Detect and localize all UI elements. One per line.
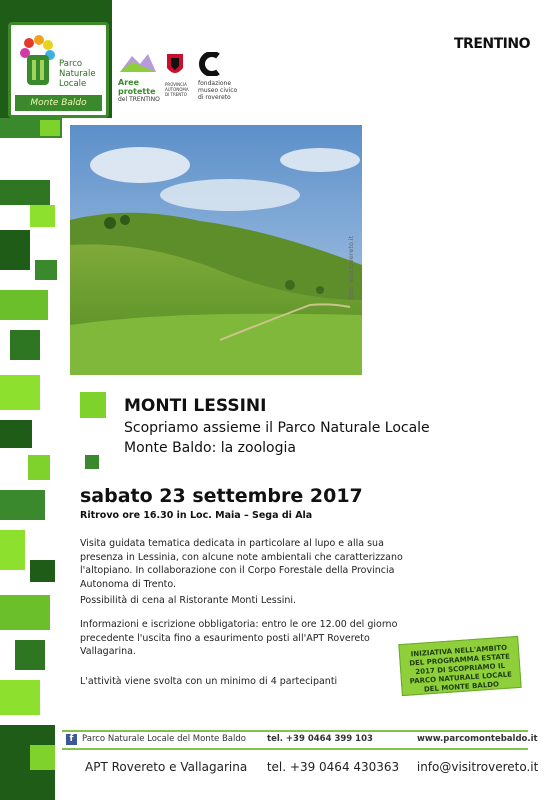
event-description: Visita guidata tematica dedicata in particolare al lupo e alla sua presenza in Lessinia, con alcune note ambientali che caratterizzano l'altopiano. In collaborazione con il Corpo Forestale della Provincia Autonoma di Trento. (80, 538, 403, 590)
minimum-participants: L'attività viene svolta con un minimo di 4 partecipanti (80, 676, 338, 687)
aree-protette-title: Aree protette (118, 78, 156, 96)
fondazione-line-1: fondazione (198, 80, 232, 87)
c-letter-icon (198, 52, 220, 76)
apt-email[interactable]: info@visitrovereto.it (416, 760, 539, 774)
aree-protette-icon (118, 52, 158, 74)
park-logo (8, 22, 109, 118)
flower-icon (17, 33, 57, 89)
photo-credit: foto: visitrovereto.it (347, 235, 355, 300)
eagle-crest-icon (165, 52, 185, 78)
aree-protette-sub: del TRENTINO (118, 96, 160, 103)
fondazione-line-2: museo civico (198, 87, 238, 94)
fondazione-logo (198, 52, 258, 101)
fondazione-line-3: di rovereto (198, 94, 231, 101)
aree-protette-logo (118, 52, 160, 103)
park-phone: tel. +39 0464 399 103 (267, 734, 373, 744)
apt-contact-line (85, 760, 538, 774)
logo-line-2: Naturale (59, 69, 96, 79)
footer-bar (62, 730, 538, 750)
logo-bar: Monte Baldo (15, 95, 102, 111)
event-title: MONTI LESSINI (124, 396, 267, 416)
logo-line-1: Parco (59, 59, 83, 69)
provincia-logo (165, 52, 189, 97)
apt-name: APT Rovereto e Vallagarina (85, 760, 248, 774)
facebook-label[interactable]: Parco Naturale Locale del Monte Baldo (82, 734, 246, 744)
event-date: sabato 23 settembre 2017 (80, 485, 363, 507)
registration-info: Informazioni e iscrizione obbligatoria: entro le ore 12.00 del giorno precedente l'uscita fino a esaurimento posti all'APT Rovereto Vallagarina. (80, 619, 398, 657)
park-website[interactable]: www.parcomontebaldo.it (417, 734, 538, 744)
meeting-point: Ritrovo ore 16.30 in Loc. Maia – Sega di Ala (80, 510, 313, 521)
landscape-photo (70, 125, 362, 375)
program-badge: INIZIATIVA NELL'AMBITO DEL PROGRAMMA ESTATE 2017 DI SCOPRIAMO IL PARCO NATURALE LOCALE DEL MONTE BALDO (398, 636, 521, 696)
apt-phone: tel. +39 0464 430363 (266, 760, 400, 774)
dinner-note: Possibilità di cena al Ristorante Monti Lessini. (80, 595, 297, 606)
logo-line-3: Locale (59, 79, 87, 89)
trentino-logo: TRENTINO (454, 36, 530, 52)
event-subtitle: Scopriamo assieme il Parco Naturale Locale Monte Baldo: la zoologia (124, 420, 430, 456)
facebook-icon[interactable]: f (66, 734, 77, 745)
provincia-label: PROVINCIA AUTONOMA DI TRENTO (165, 82, 189, 97)
